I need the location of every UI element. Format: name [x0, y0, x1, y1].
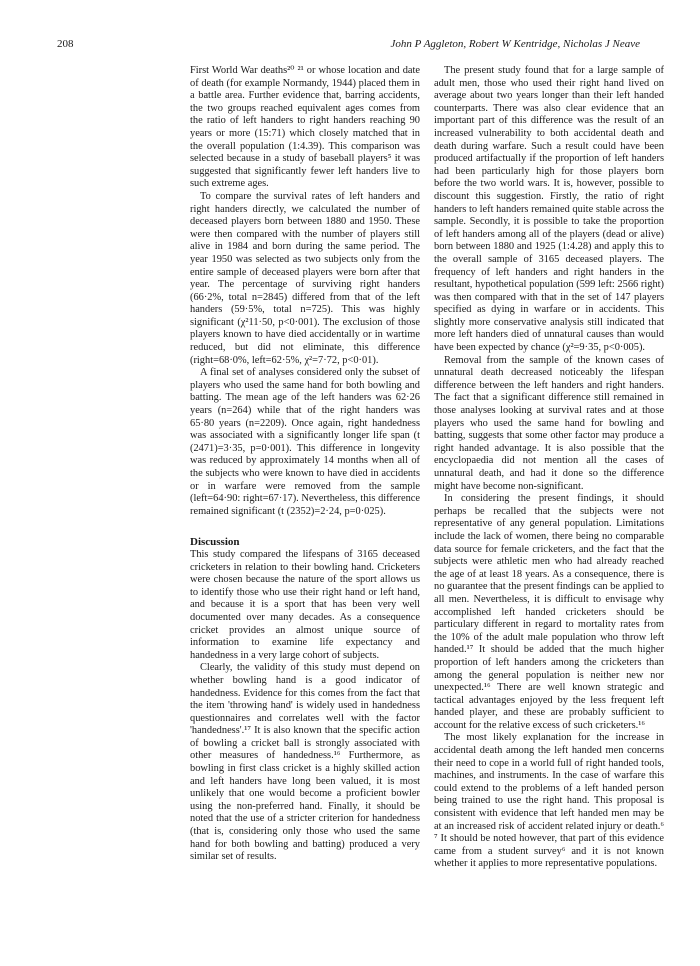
paragraph: Removal from the sample of the known cases of unnatural death decreased noticeably the lifespan difference between the left handers and right handers. The fact that a significant difference still remained in those analyses looking at survival rates and at those players who used the same hand for bowling and batting, suggests that some other factor may produce a right handed advantage. It is also possible that the encyclopaedia did not mention all the cases of unnatural death, and had it done so the difference might have become non-significant.: [434, 354, 664, 492]
paragraph: In considering the present findings, it should perhaps be recalled that the subjects were not representative of any general population. Limitations include the lack of women, there being no comparable data source for female cricketers, and the fact that the subjects were athletic men who had already reached the age of at least 18 years. As a consequence, there is no guarantee that the present findings can be applied to all men. Nevertheless, it is difficult to envisage why accomplished left handed cricketers should be particulary different in regard to mortality rates from the 10% of the adult male population who throw left handed.¹⁷ It should be added that the much higher proportion of left handers among the cricketers than among the general population is neither new nor unexpected.¹⁶ There are well known strategic and tactical advantages enjoyed by the less frequent left handed player, and these are probably sufficient to account for the relative excess of such cricketers.¹⁶: [434, 493, 664, 731]
page-number: 208: [57, 38, 74, 50]
running-head: John P Aggleton, Robert W Kentridge, Nicholas J Neave: [390, 38, 640, 50]
paragraph: A final set of analyses considered only the subset of players who used the same hand for both bowling and batting. The mean age of the left handers was 62·26 years (n=264) while that of the right handers was 65·80 years (n=2209). Once again, right handedness was associated with a significantly longer life span (t (2471)=3·35, p=0·001). This difference in longevity was reduced by approximately 14 months when all of the subjects who were known to have died in accidents or in warfare were removed from the sample (left=64·90: right=67·17). Nevertheless, this difference remained significant (t (2352)=2·24, p=0·025).: [190, 367, 420, 517]
paragraph: First World War deaths²⁰ ²¹ or whose location and date of death (for example Normandy, 1944) placed them in a battle area. Further evidence that, barring accidents, the two groups reached equivalent ages comes from the ratio of left handers to right handers reaching 90 years or more (15:71) which closely matched that in the overall population (1:4.39). This comparison was selected because in a study of baseball players⁵ it was suggested that significantly fewer left handers live to such extreme ages.: [190, 65, 420, 190]
paragraph: Clearly, the validity of this study must depend on whether bowling hand is a good indicator of handedness. Evidence for this comes from the fact that the item 'throwing hand' is widely used in handedness questionnaires and correlates well with the factor 'handedness'.¹⁷ It is also known that the specific action of bowling a cricket ball is strongly associated with other measures of handedness.¹⁶ Furthermore, as bowling in first class cricket is a highly skilled action and left handers have long been valued, it is most unlikely that one would become a proficient bowler using the non-preferred hand. Finally, it should be noted that the use of a stricter criterion for handedness (that is, considering only those who used the same hand for both bowling and batting) produced a very similar set of results.: [190, 662, 420, 863]
paragraph: To compare the survival rates of left handers and right handers directly, we calculated the number of deceased players born between 1880 and 1950. These were then compared with the number of players still alive in 1984 and born during the same period. The year 1950 was selected as two subjects only from the entire sample of deceased players were born after that year. The percentage of surviving right handers (66·2%, total n=2845) differed from that of the left handers (59·5%, total n=725). This was highly significant (χ²11·50, p<0·001). The exclusion of those players known to have died accidentally or in wartime reduced, but did not eliminate, this difference (right=68·0%, left=62·5%, χ²=7·72, p<0·01).: [190, 190, 420, 366]
paragraph: The present study found that for a large sample of adult men, those who used their right hand lived on average about two years longer than their left handed counterparts. There was also clear evidence that an important part of this difference was the result of an increased vulnerability to both accidental death and death during warfare. Such a result could have been produced artifactually if the proportion of left handers had been particularly high for those players born before the two world wars. It is, however, possible to discount this suggestion. Firstly, the ratio of right handers to left handers remained quite stable across the sample. Secondly, it is possible to take the proportion of left handers among all of the players (dead or alive) born between 1880 and 1925 (1:4.28) and apply this to the overall sample of 3165 deceased players. The frequency of left handers and right handers in the resultant, hypothetical population (599 left: 2566 right) was then compared with that in the set of 147 players specified as dying in warfare or in accidents. This slightly more conservative analysis still indicated that more left handers died of unnatural causes than would have been expected by chance (χ²=9·35, p<0·005).: [434, 65, 664, 354]
paragraph: This study compared the lifespans of 3165 deceased cricketers in relation to their bowling hand. Cricketers were chosen because the nature of the sport allows us to identify those who use their right hand or left hand, and because it is a sport that has been very well documented over many decades. As a consequence cricket provides an almost unique source of information to examine life expectancy and handedness in a very large cohort of subjects.: [190, 548, 420, 661]
left-column: [190, 65, 420, 864]
discussion-heading: Discussion: [190, 536, 240, 549]
right-column: [434, 65, 664, 871]
paragraph: The most likely explanation for the increase in accidental death among the left handed men concerns their need to cope in a world full of right handed tools, machines, and instruments. In the case of warfare this could extend to the problems of a left handed person being trained to use the right hand. This proposal is consistent with evidence that left handed men may be at an increased risk of accident related injury or death.⁶ ⁷ It should be noted however, that part of this evidence came from a student survey⁶ and it is not known whether it applies to more representative populations.: [434, 732, 664, 870]
